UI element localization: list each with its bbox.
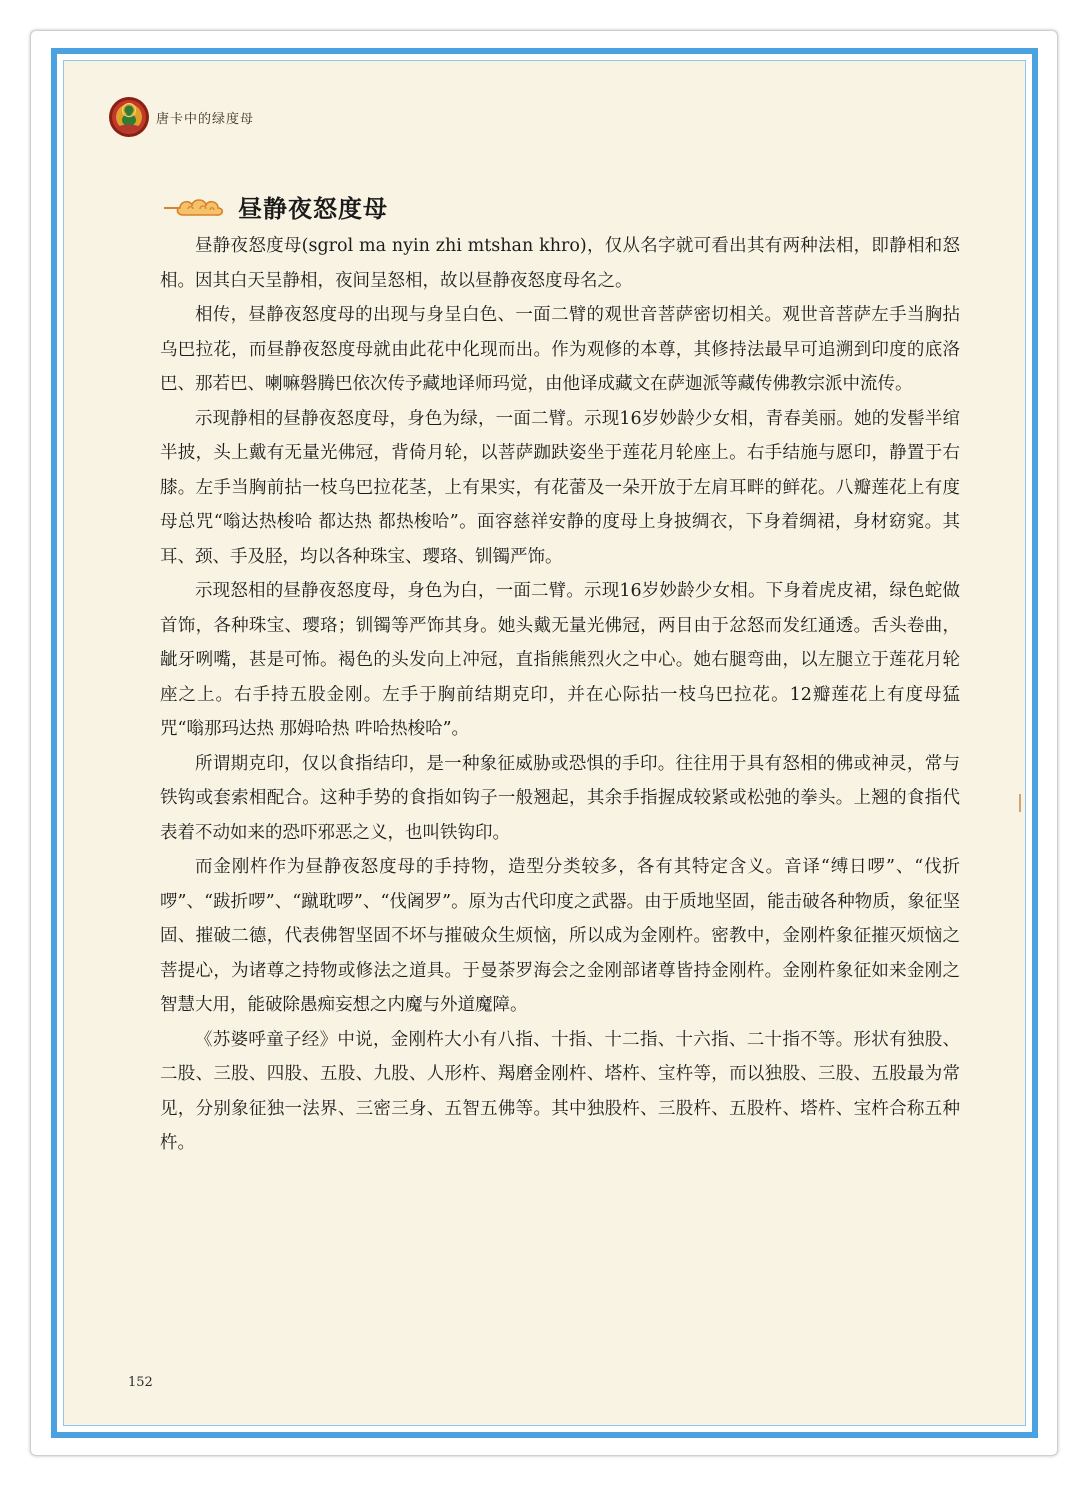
page-number: 152	[128, 1375, 153, 1390]
paragraph: 昼静夜怒度母(sgrol ma nyin zhi mtshan khro)，仅从名字就可看出其有两种法相，即静相和怒相。因其白天呈静相，夜间呈怒相，故以昼静夜怒度母名之。	[160, 236, 960, 291]
running-header	[108, 95, 254, 139]
paragraph: 示现静相的昼静夜怒度母，身色为绿，一面二臂。示现16岁妙龄少女相，青春美丽。她的发髻半绾半披，头上戴有无量光佛冠，背倚月轮，以菩萨跏趺姿坐于莲花月轮座上。右手结施与愿印，静置于右膝。左手当胸前拈一枝乌巴拉花茎，上有果实，有花蕾及一朵开放于左肩耳畔的鲜花。八瓣莲花上有度母总咒“嗡达热梭哈 都达热 都热梭哈”。面容慈祥安静的度母上身披绸衣，下身着绸裙，身材窈窕。其耳、颈、手及胫，均以各种珠宝、璎珞、钏镯严饰。	[160, 408, 960, 567]
paragraph: 而金刚杵作为昼静夜怒度母的手持物，造型分类较多，各有其特定含义。音译“缚日啰”、“伐折啰”、“跋折啰”、“蹴耽啰”、“伐阇罗”。原为古代印度之武器。由于质地坚固，能击破各种物质，象征坚固、摧破二德，代表佛智坚固不坏与摧破众生烦恼，所以成为金刚杵。密教中，金刚杵象征摧灭烦恼之菩提心，为诸尊之持物或修法之道具。于曼荼罗海会之金刚部诸尊皆持金刚杵。金刚杵象征如来金刚之智慧大用，能破除愚痴妄想之内魔与外道魔障。	[160, 857, 960, 1015]
page-edge-mark	[1019, 794, 1021, 812]
section-heading	[162, 189, 388, 224]
book-page	[63, 60, 1026, 1426]
paragraph: 所谓期克印，仅以食指结印，是一种象征威胁或恐惧的手印。往往用于具有怒相的佛或神灵，常与铁钩或套索相配合。这种手势的食指如钩子一般翘起，其余手指握成较紧或松弛的拳头。上翘的食指代表着不动如来的恐吓邪恶之义，也叫铁钩印。	[160, 753, 960, 843]
article-body	[160, 229, 960, 1161]
green-tara-thangka-emblem-icon	[108, 96, 150, 138]
paragraph: 《苏婆呼童子经》中说，金刚杵大小有八指、十指、十二指、十六指、二十指不等。形状有独股、二股、三股、四股、五股、九股、人形杵、羯磨金刚杵、塔杵、宝杵等，而以独股、三股、五股最为常见，分别象征独一法界、三密三身、五智五佛等。其中独股杵、三股杵、五股杵、塔杵、宝杵合称五种杵。	[160, 1029, 960, 1153]
paragraph: 相传，昼静夜怒度母的出现与身呈白色、一面二臂的观世音菩萨密切相关。观世音菩萨左手当胸拈乌巴拉花，而昼静夜怒度母就由此花中化现而出。作为观修的本尊，其修持法最早可追溯到印度的底洛巴、那若巴、喇嘛磐腾巴依次传予藏地译师玛觉，由他译成藏文在萨迦派等藏传佛教宗派中流传。	[160, 305, 960, 394]
paragraph: 示现怒相的昼静夜怒度母，身色为白，一面二臂。示现16岁妙龄少女相。下身着虎皮裙，绿色蛇做首饰，各种珠宝、璎珞；钏镯等严饰其身。她头戴无量光佛冠，两目由于忿怒而发红通透。舌头卷曲，龇牙咧嘴，甚是可怖。褐色的头发向上冲冠，直指熊熊烈火之中心。她右腿弯曲，以左腿立于莲花月轮座之上。右手持五股金刚。左手于胸前结期克印，并在心际拈一枝乌巴拉花。12瓣莲花上有度母猛咒“嗡那玛达热 那姆哈热 吽哈热梭哈”。	[160, 581, 960, 739]
section-title: 昼静夜怒度母	[238, 194, 388, 223]
auspicious-cloud-icon	[162, 194, 228, 220]
running-header-title: 唐卡中的绿度母	[156, 111, 255, 127]
page-frame	[51, 48, 1038, 1438]
